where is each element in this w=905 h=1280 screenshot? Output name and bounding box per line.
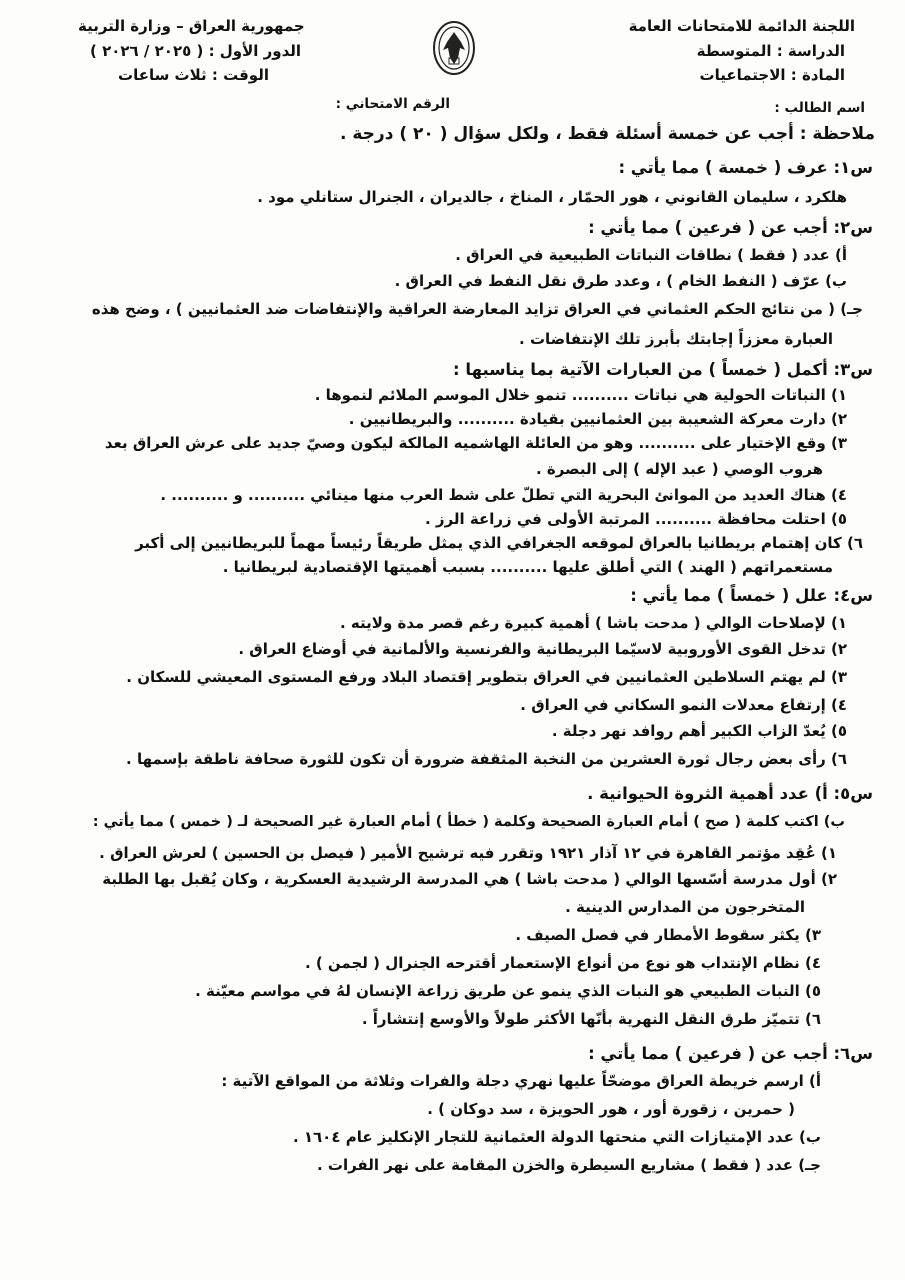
q6-b: ب) عدد الإمتيازات التي منحتها الدولة العثمانية للتجار الإنكليز عام ١٦٠٤ .	[292, 1128, 821, 1146]
q2-c-line2: العبارة معززاً إجابتك بأبرز تلك الإنتفاضات .	[519, 330, 833, 348]
exam-number-label: الرقم الامتحاني :	[335, 96, 450, 112]
q6-a-sites: ( حمرين ، زقورة أور ، هور الحويزة ، سد دوكان ) .	[427, 1100, 795, 1118]
q3-item-6: ٦) كان إهتمام بريطانيا بالعراق لموقعه الجغرافي الذي يمثل طريقاً رئيساً مهماً للبريطانيين إلى أكبر	[135, 534, 863, 552]
study-level: الدراسة : المتوسطة	[696, 42, 845, 60]
q1-title: س١: عرف ( خمسة ) مما يأتي :	[618, 158, 873, 177]
q5-item-2-cont: المتخرجون من المدارس الدينية .	[565, 898, 805, 916]
q5-item-5: ٥) النبات الطبيعي هو النبات الذي ينمو عن طريق زراعة الإنسان لهُ في مواسم معيّنة .	[195, 982, 821, 1000]
q5-title: س٥: أ) عدد أهمية الثروة الحيوانية .	[587, 784, 873, 803]
q6-a: أ) ارسم خريطة العراق موضحّاً عليها نهري دجلة والفرات وثلاثة من المواقع الآتية :	[221, 1072, 821, 1090]
q6-title: س٦: أجب عن ( فرعين ) مما يأتي :	[588, 1044, 873, 1063]
q3-item-4: ٤) هناك العديد من الموانئ البحرية التي تطلّ على شط العرب منها مينائي .......... و .......... .	[160, 486, 847, 504]
q3-item-2: ٢) دارت معركة الشعيبة بين العثمانيين بقيادة .......... والبريطانيين .	[348, 410, 847, 428]
q3-item-1: ١) النباتات الحولية هي نباتات .......... تنمو خلال الموسم الملائم لنموها .	[314, 386, 847, 404]
exam-round: الدور الأول : ( ٢٠٢٥ / ٢٠٢٦ )	[90, 42, 302, 60]
q1-terms: هلكرد ، سليمان القانوني ، هور الحمّار ، المناخ ، جالديران ، الجنرال ستانلي مود .	[257, 188, 847, 206]
q4-item-1: ١) لإصلاحات الوالي ( مدحت باشا ) أهمية كبيرة رغم قصر مدة ولايته .	[340, 614, 847, 632]
q5-item-3: ٣) يكثر سقوط الأمطار في فصل الصيف .	[515, 926, 821, 944]
q2-a: أ) عدد ( فقط ) نطاقات النباتات الطبيعية في العراق .	[455, 246, 847, 264]
q4-item-6: ٦) رأى بعض رجال ثورة العشرين من النخبة المثقفة ضرورة أن تكون للثورة صحافة ناطقة بإسمها .	[126, 750, 847, 768]
q3-title: س٣: أكمل ( خمساً ) من العبارات الآتية بما يناسبها :	[453, 360, 873, 379]
iraq-emblem-icon	[432, 20, 476, 76]
q5-b-title: ب) اكتب كلمة ( صح ) أمام العبارة الصحيحة وكلمة ( خطأ ) أمام العبارة غير الصحيحة لـ ( خمس ) مما يأتي :	[92, 814, 845, 830]
q3-item-5: ٥) احتلت محافظة .......... المرتبة الأولى في زراعة الرز .	[425, 510, 847, 528]
q3-item-3: ٣) وقع الإختيار على .......... وهو من العائلة الهاشميه المالكة ليكون وصيّ جديد على عرش العراق بعد	[104, 434, 847, 452]
q5-item-2: ٢) أول مدرسة أسّسها الوالي ( مدحت باشا ) هي المدرسة الرشيدية العسكرية ، وكان يُقبل بها الطلبة	[102, 870, 837, 888]
q2-c-line1: جـ) ( من نتائج الحكم العثماني في العراق تزايد المعارضة العراقية والإنتفاضات ضد العثمانيين ) ، وضح هذه	[91, 300, 863, 318]
q4-title: س٤: علل ( خمساً ) مما يأتي :	[630, 586, 873, 605]
q3-item-3-cont: هروب الوصي ( عبد الإله ) إلى البصرة .	[535, 460, 823, 478]
exam-time: الوقت : ثلاث ساعات	[118, 66, 269, 84]
committee-title: اللجنة الدائمة للامتحانات العامة	[628, 17, 855, 35]
q4-item-4: ٤) إرتفاع معدلات النمو السكاني في العراق .	[520, 696, 847, 714]
q4-item-2: ٢) تدخل القوى الأوروبية لاسيّما البريطانية والفرنسية والألمانية في أوضاع العراق .	[238, 640, 847, 658]
q5-item-4: ٤) نظام الإنتداب هو نوع من أنواع الإستعمار أقترحه الجنرال ( لجمن ) .	[304, 954, 821, 972]
q2-b: ب) عرّف ( النفط الخام ) ، وعدد طرق نقل النفط في العراق .	[394, 272, 847, 290]
q6-c: جـ) عدد ( فقط ) مشاريع السيطرة والخزن المقامة على نهر الفرات .	[316, 1156, 821, 1174]
q5-item-1: ١) عُقِد مؤتمر القاهرة في ١٢ آذار ١٩٢١ وتقرر فيه ترشيح الأمير ( فيصل بن الحسين ) لعرش العراق .	[99, 844, 837, 862]
q5-item-6: ٦) تتميّز طرق النقل النهرية بأنّها الأكثر طولاً والأوسع إنتشاراً .	[361, 1010, 821, 1028]
ministry-title: جمهورية العراق – وزارة التربية	[78, 17, 305, 35]
q3-item-6-cont: مستعمراتهم ( الهند ) التي أطلق عليها .......... بسبب أهميتها الإقتصادية لبريطانيا .	[222, 558, 833, 576]
subject: المادة : الاجتماعيات	[699, 66, 845, 84]
q2-title: س٢: أجب عن ( فرعين ) مما يأتي :	[588, 218, 873, 237]
q4-item-5: ٥) يُعدّ الزاب الكبير أهم روافد نهر دجلة .	[551, 722, 847, 740]
exam-note: ملاحظة : أجب عن خمسة أسئلة فقط ، ولكل سؤال ( ٢٠ ) درجة .	[339, 124, 875, 144]
student-name-label: اسم الطالب :	[774, 100, 865, 116]
q4-item-3: ٣) لم يهتم السلاطين العثمانيين في العراق بتطوير إقتصاد البلاد ورفع المستوى المعيشي للسكان .	[126, 668, 847, 686]
